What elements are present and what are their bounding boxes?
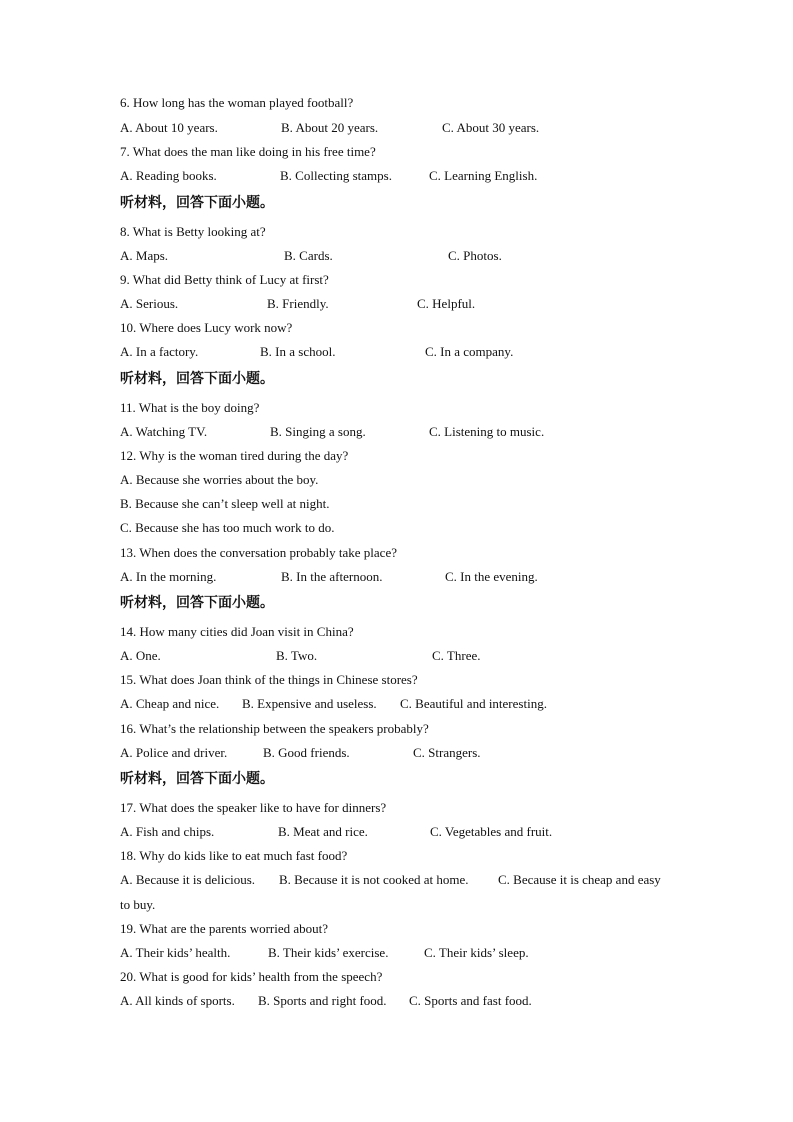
option-9a: A. Serious. <box>120 296 179 311</box>
option-14b: B. Two. <box>276 648 318 663</box>
option-6c: C. About 30 years. <box>442 120 540 135</box>
option-11b: B. Singing a song. <box>270 424 366 439</box>
option-20c: C. Sports and fast food. <box>409 993 532 1008</box>
question-19: 19. What are the parents worried about? <box>120 921 329 936</box>
option-15c: C. Beautiful and interesting. <box>400 696 547 711</box>
option-6b: B. About 20 years. <box>281 120 379 135</box>
option-20b: B. Sports and right food. <box>258 993 387 1008</box>
option-7b: B. Collecting stamps. <box>280 168 392 183</box>
option-16b: B. Good friends. <box>263 745 350 760</box>
section-heading: 听材料，回答下面小题。 <box>120 195 274 211</box>
section-heading: 听材料，回答下面小题。 <box>120 771 274 787</box>
option-16a: A. Police and driver. <box>120 745 228 760</box>
question-11: 11. What is the boy doing? <box>120 400 260 415</box>
section-heading: 听材料，回答下面小题。 <box>120 371 274 387</box>
question-8: 8. What is Betty looking at? <box>120 224 266 239</box>
option-18b: B. Because it is not cooked at home. <box>279 872 469 887</box>
question-7: 7. What does the man like doing in his free time? <box>120 144 376 159</box>
option-9b: B. Friendly. <box>267 296 329 311</box>
option-18c-continued: to buy. <box>120 897 156 912</box>
option-10b: B. In a school. <box>260 344 336 359</box>
option-14a: A. One. <box>120 648 161 663</box>
question-18: 18. Why do kids like to eat much fast food? <box>120 848 348 863</box>
option-16c: C. Strangers. <box>413 745 481 760</box>
question-9: 9. What did Betty think of Lucy at first? <box>120 272 329 287</box>
question-14: 14. How many cities did Joan visit in China? <box>120 624 354 639</box>
section-heading: 听材料，回答下面小题。 <box>120 595 274 611</box>
question-13: 13. When does the conversation probably take place? <box>120 545 397 560</box>
option-8b: B. Cards. <box>284 248 333 263</box>
option-13a: A. In the morning. <box>120 569 217 584</box>
option-19b: B. Their kids’ exercise. <box>268 945 389 960</box>
option-6a: A. About 10 years. <box>120 120 218 135</box>
option-17a: A. Fish and chips. <box>120 824 215 839</box>
option-17b: B. Meat and rice. <box>278 824 368 839</box>
option-19c: C. Their kids’ sleep. <box>424 945 529 960</box>
option-12c: C. Because she has too much work to do. <box>120 520 335 535</box>
option-12b: B. Because she can’t sleep well at night. <box>120 496 330 511</box>
question-6: 6. How long has the woman played football? <box>120 95 354 110</box>
option-7c: C. Learning English. <box>429 168 538 183</box>
option-15b: B. Expensive and useless. <box>242 696 377 711</box>
option-18c: C. Because it is cheap and easy <box>498 872 661 887</box>
option-9c: C. Helpful. <box>417 296 476 311</box>
option-15a: A. Cheap and nice. <box>120 696 220 711</box>
option-13b: B. In the afternoon. <box>281 569 383 584</box>
option-17c: C. Vegetables and fruit. <box>430 824 553 839</box>
option-12a: A. Because she worries about the boy. <box>120 472 319 487</box>
option-10c: C. In a company. <box>425 344 514 359</box>
option-18a: A. Because it is delicious. <box>120 872 256 887</box>
question-16: 16. What’s the relationship between the speakers probably? <box>120 721 429 736</box>
question-17: 17. What does the speaker like to have for dinners? <box>120 800 387 815</box>
option-7a: A. Reading books. <box>120 168 217 183</box>
option-8c: C. Photos. <box>448 248 502 263</box>
option-8a: A. Maps. <box>120 248 169 263</box>
option-14c: C. Three. <box>432 648 481 663</box>
option-10a: A. In a factory. <box>120 344 199 359</box>
option-20a: A. All kinds of sports. <box>120 993 235 1008</box>
option-19a: A. Their kids’ health. <box>120 945 231 960</box>
option-11c: C. Listening to music. <box>429 424 545 439</box>
question-10: 10. Where does Lucy work now? <box>120 320 293 335</box>
question-15: 15. What does Joan think of the things in Chinese stores? <box>120 672 418 687</box>
question-12: 12. Why is the woman tired during the day? <box>120 448 349 463</box>
option-13c: C. In the evening. <box>445 569 538 584</box>
option-11a: A. Watching TV. <box>120 424 208 439</box>
question-20: 20. What is good for kids’ health from the speech? <box>120 969 383 984</box>
